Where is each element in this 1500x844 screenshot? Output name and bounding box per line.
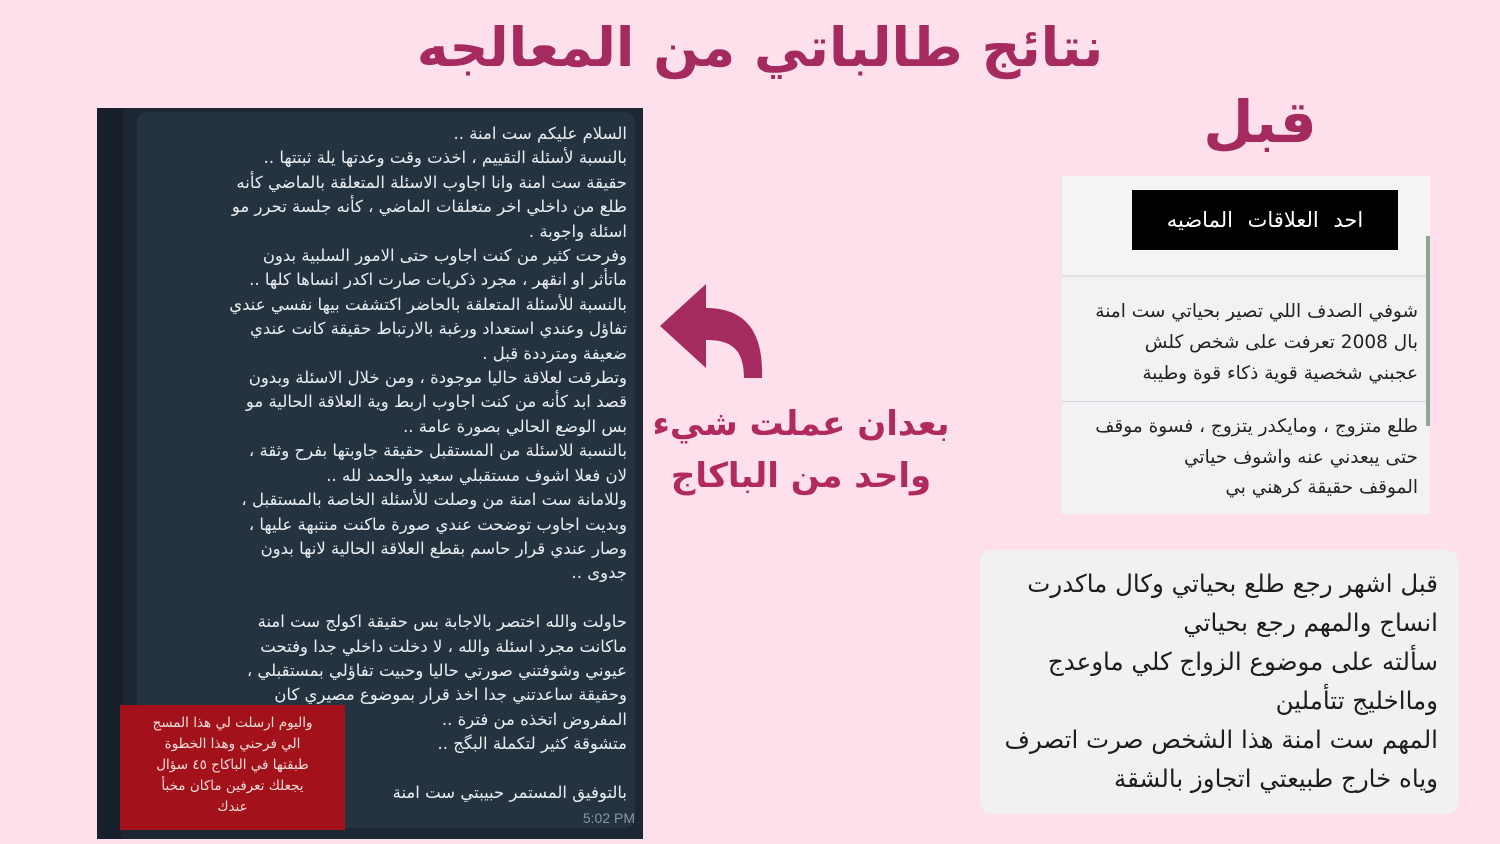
before-card-1 [1062, 176, 1430, 514]
message-time: 5:02 PM [582, 810, 635, 826]
before-label: قبل [1203, 88, 1317, 156]
red-note: واليوم ارسلت لي هذا المسج الي فرحني وهذا الخطوة طبقتها في الباكاج ٤٥ سؤال يجعلك تعرفين ماكان مخبأ عندك [120, 705, 345, 830]
before-paragraph-3: قبل اشهر رجع طلع بحياتي وكال ماكدرت انساج والمهم رجع بحياتي سألته على موضوع الزواج كلي ماوعدج ومااخليج تتأملين المهم ست امنة هذا الشخص صرت اتصرف وياه خارج طبيعتي اتجاوز بالشقة [1004, 569, 1438, 793]
card-divider [1062, 275, 1430, 277]
card-header-area [1062, 176, 1430, 275]
page-title: نتائج طالباتي من المعالجه [416, 16, 1104, 79]
past-relationship-header: احد العلاقات الماضيه [1132, 190, 1398, 250]
after-label: بعدان عملت شيء واحد من الباكاج [652, 404, 950, 496]
card-edge-accent [1426, 236, 1430, 426]
card-separator [1062, 401, 1430, 402]
before-paragraph-2: طلع متزوج ، ومايكدر يتزوج ، فسوة موقف حتى يبعدني عنه واشوف حياتي الموقف حقيقة كرهني بي [1095, 416, 1418, 498]
curved-back-arrow-icon [656, 282, 770, 382]
message-text: السلام عليكم ست امنة .. بالنسبة لأسئلة التقييم ، اخذت وقت وعدتها يلة ثبتتها .. حقيقة ست امنة وانا اجاوب الاسئلة المتعلقة بالماضي كأنه طلع من داخلي اخر متعلقات الماضي ، كأنه جلسة تحرر مو اسئلة واجوبة . وفرحت كثير من كنت اجاوب حتى الامور السلبية بدون ماتأثر او انقهر ، مجرد ذكريات صارت اكدر انساها كلها .. بالنسبة للأسئلة المتعلقة بالحاضر اكتشفت بيها نفسي عندي تفاؤل وعندي استعداد ورغبة بالارتباط حقيقة كانت عندي ضعيفة ومترددة قبل . وتطرقت لعلاقة حاليا موجودة ، ومن خلال الاسئلة وبدون قصد ابد كأنه من كنت اجاوب اربط وية العلاقة الحالية مو بس الوضع الحالي بصورة عامة .. بالنسبة للاسئلة من المستقبل حقيقة جاوبتها بفرح وثقة ، لان فعلا اشوف مستقبلي سعيد والحمد لله .. وللامانة ست امنة من وصلت للأسئلة الخاصة بالمستقبل ، وبديت اجاوب توضحت عندي صورة ماكنت منتبهة عليها ، وصار عندي قرار حاسم بقطع العلاقة الحالية لانها بدون جدوى .. حاولت والله اختصر بالاجابة بس حقيقة اكولج ست امنة ماكانت مجرد اسئلة والله ، لا دخلت داخلي جدا وفتحت عيوني وشوفتني صورتي حاليا وحبيت تفاؤلي بمستقبلي ، وحقيقة ساعدتني جدا اخذ قرار بموضوع مصيري كان المفروض اتخذه من فترة .. متشوقة كثير لتكملة البگج .. بالتوفيق المستمر حبيبتي ست امنة [229, 124, 627, 802]
before-paragraph-1: شوفي الصدف اللي تصير بحياتي ست امنة بال 2008 تعرفت على شخص كلش عجبني شخصية قوية ذكاء قوة وطيبة [1095, 301, 1418, 384]
before-card-2 [980, 550, 1458, 814]
